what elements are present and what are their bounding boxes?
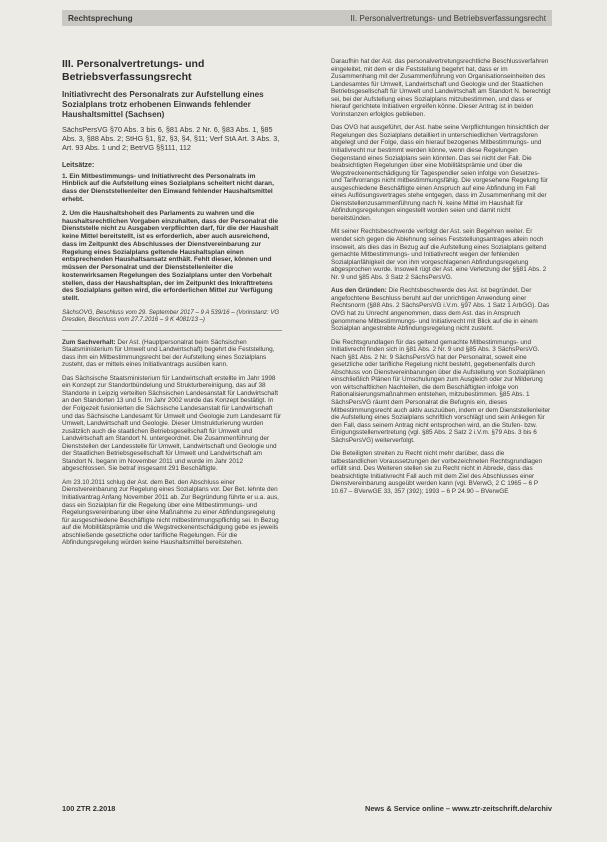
right-paragraph-1: Daraufhin hat der Ast. das personalvertretungsrechtliche Beschlussverfahren eingeleitet, mit dem er die Feststellung begehrt hat, dass er im Zusammenhang mit der Zusammenführung von Organisationseinheiten des Landesamtes für Umwelt, Landwirtschaft und Geologie und der Staatlichen Betriebsgesellschaft für Umwelt und Landwirtschaft am Standort N. berechtigt sei, bei der Aufstellung eines Sozialplans mitzubestimmen, und dass er hierauf gerichtete Initiativen ergreifen könne. Dieser Antrag ist in beiden Vorinstanzen erfolglos geblieben.: [331, 58, 551, 118]
chapter-label: II. Personalvertretungs- und Betriebsverfassungsrecht: [350, 13, 546, 23]
lead-label: Leitsätze:: [62, 162, 95, 170]
running-header: [62, 10, 552, 26]
sachverhalt-label: Zum Sachverhalt:: [62, 338, 116, 346]
page-number-issue: 100 ZTR 2.2018: [62, 804, 116, 813]
sachverhalt-paragraph-2: Das Sächsische Staatsministerium für Landwirtschaft erstellte im Jahr 1998 ein Konzept zur Standortbündelung und Strukturbereinigung, das auf 38 Standorte in Leipzig verteilten Sächsischen Landesanstalt für Landwirtschaft an den Standorten 13 und 5. Im Jahr 2002 wurde das Konzept bestätigt. In der Folgezeit fusionierten die Sächsische Landesanstalt für Landwirtschaft und das Sächsische Landesamt für Umwelt und Geologie zum Landesamt für Umwelt, Landwirtschaft und Geologie. Dieser Umstrukturierung wurden zusätzlich auch die staatlichen Betriebsgesellschaft für Umwelt und Landwirtschaft am Standort N. untergeordnet. Die Zusammenführung der Dienststellen der Landesstelle für Umwelt, Landwirtschaft und Geologie und der Staatlichen Betriebsgesellschaft für Umwelt und Landwirtschaft am Standort N. begann im November 2011 und wurde im Jahr 2012 abgeschlossen. Sie betraf insgesamt 291 Beschäftigte.: [62, 374, 282, 473]
norm-references: SächsPersVG §70 Abs. 3 bis 6, §81 Abs. 2 Nr. 6, §83 Abs. 1, §85 Abs. 3, §88 Abs. 2; StHG §1, §2, §3, §4, §11; Verf StA Art. 3 Abs. 3, Art. 93 Abs. 1 und 2; BetrVG §§111, 112: [62, 124, 280, 152]
lead-1: 1. Ein Mitbestimmungs- und Initiativrecht des Personalrats im Hinblick auf die Aufstellung eines Sozialplans scheitert nicht daran, dass der Dienststellenleiter den Einwand fehlender Haushaltsmittel erhebt.: [62, 172, 274, 203]
page-footer: [62, 804, 552, 813]
sachverhalt-paragraph-3: Am 23.10.2011 schlug der Ast. dem Bet. den Abschluss einer Dienstvereinbarung zur Regelung eines Sozialplans vor. Der Bet. lehnte den Initiativantrag Anfang November 2011 ab. Zur Begründung führte er u.a. aus, dass ein Sozialplan für die Regelung über eine Mitbestimmungs- und Regelungsvereinbarung über eine Maßnahme zu einer Abfindungsregelung für ausgeschiedene Beschäftigte nicht mitbestimmungspflichtig sei. In Bezug auf die Mobilitätsprämie und die Wegstreckenentschädigung gebe es jeweils abschließende gesetzliche oder tarifliche Regelungen. Für die Abfindungsregelung würden keine Haushaltsmittel bereitstehen.: [62, 478, 279, 547]
gruende-label: Aus den Gründen:: [331, 287, 387, 295]
sachverhalt-text-1: Der Ast. (Hauptpersonalrat beim Sächsischen Staatsministerium für Umwelt und Landwirtschaft) begehrt die Feststellung, dass ihm ein Mitbestimmungsrecht bei der Aufstellung eines Sozialplans zusteht, das er mittels eines Initiativantrags ausüben kann.: [62, 338, 275, 369]
right-paragraph-2: Das OVG hat ausgeführt, der Ast. habe seine Verpflichtungen hinsichtlich der Regelungen des Sozialplans detailliert in unterschiedlichen Vertragsforen abgelegt und der Folge, dass ein hierauf bezogenes Mitbestimmungs- und Initiativrecht nur bestimmt werden könne, wenn diese Regelungen Gegenstand eines Sozialplans sein könnten. Das sei nicht der Fall. Die beabsichtigten Regelungen über eine Mobilitätsprämie und über die Wegstreckenentschädigung für Tagespendler seien infolge von Gesetzes- und Tarifvorrangs nicht mitbestimmungsfähig. Die vorgesehene Regelung für ausgeschiedene Beschäftigte einen Anspruch auf eine Abfindung im Fall eines Auflösungsvertrages stehe entgegen, dass im Zusammenhang mit der Dienststellenzusammenführung nach N. keine Mittel im Haushalt für Abfindungsregelungen eingestellt worden seien und damit nicht bereitstünden.: [331, 124, 550, 222]
lead-2: 2. Um die Haushaltshoheit des Parlaments zu wahren und die haushaltsrechtlichen Vorgaben einzuhalten, dass der Personalrat die Dienststelle nicht zu Ausgaben verpflichten darf, für die der Haushalt keine Mittel bereitstellt, ist es erforderlich, aber auch ausreichend, dass im Zeitpunkt des Abschlusses der Dienstvereinbarung zur Regelung eines Sozialplans geltende Haushaltsplan einen entsprechenden Haushaltsansatz enthält. Fehlt dieser, können und müssen der Personalrat und der Dienststellenleiter die kostenwirksamen Regelungen des Sozialplans unter den Vorbehalt stellen, dass der Haushaltsplan, der im Zeitpunkt des Inkrafttretens des Sozialplans gelten wird, die erforderlichen Mittel zur Verfügung stellt.: [62, 209, 279, 303]
section-label: Rechtsprechung: [68, 13, 133, 23]
decision-citation: SächsOVG, Beschluss vom 29. September 2017 – 9 A 539/16 – (Vorinstanz: VG Dresden, Beschluss vom 27.7.2016 – 9 K 4081/13 –): [62, 309, 282, 331]
online-archive-note: News & Service online – www.ztr-zeitschrift.de/archiv: [364, 804, 552, 813]
right-paragraph-5: Die Rechtsgrundlagen für das geltend gemachte Mitbestimmungs- und Initiativrecht finden sich in §81 Abs. 2 Nr. 9 und §85 Abs. 3 SächsPersVG. Nach §81 Abs. 2 Nr. 9 SächsPersVG hat der Personalrat, soweit eine gesetzliche oder tarifliche Regelung nicht besteht, gegebenenfalls durch Abschluss von Dienstvereinbarungen über die Aufstellung von Sozialplänen einschließlich Plänen für Umschulungen zum Ausgleich oder zur Milderung von wirtschaftlichen Nachteilen, die dem Beschäftigten infolge von Rationalisierungsmaßnahmen entstehen, mitzubestimmen. §85 Abs. 1 SächsPersVG räumt dem Personalrat die Befugnis ein, dieses Mitbestimmungsrecht auch aktiv auszuüben, indem er dem Dienststellenleiter die Aufstellung eines Sozialplans schriftlich vorschlägt und sein Anliegen für den Fall, dass seinem Antrag nicht entsprochen wird, an die Stufen- bzw. Einigungsstellenvertretung (vgl. §85 Abs. 2 Satz 2 i.V.m. §79 Abs. 3 bis 6 SächsPersVG) weiterverfolgt.: [331, 338, 551, 444]
left-column: [62, 58, 282, 553]
gruende-text: Die Rechtsbeschwerde des Ast. ist begründet. Der angefochtene Beschluss beruht auf der unrichtigen Anwendung einer Rechtsnorm (§88 Abs. 2 SächsPersVG i.V.m. §97 Abs. 1 Satz 1 ArbGG). Das OVG hat zu Unrecht angenommen, dass dem Ast. das in Anspruch genommene Mitbestimmungs- und Initiativrecht mit Blick auf die in einem Sozialplan angestrebte Abfindungsregelung nicht zusteht.: [331, 287, 550, 333]
gruende-paragraph: [331, 287, 551, 332]
right-paragraph-6: Die Beteiligten streiten zu Recht nicht mehr darüber, dass die tatbestandlichen Voraussetzungen der vorbezeichneten Rechtsgrundlagen erfüllt sind. Des Weiteren stellen sie zu Recht nicht in Abrede, dass das beabsichtigte Initiativrecht Fall auch mit dem Ziel des Abschlusses einer Dienstvereinbarung ausgeübt werden kann (vgl. BVerwG, 2 C 1965 – 6 P 10.67 – BVerwGE 33, 357 (392); 1993 – 6 P 24.90 – BVerwGE: [331, 450, 543, 495]
right-paragraph-3: Mit seiner Rechtsbeschwerde verfolgt der Ast. sein Begehren weiter. Er wendet sich gegen die Ablehnung seines Feststellungsantrages allein noch insoweit, als dies das in Bezug auf die Aufstellung eines Sozialplans geltend gemachte Mitbestimmungs- und Initiativrecht wegen der fehlenden Sozialplanfähigkeit der von ihm vorgeschlagenen Abfindungsregelung abgesprochen wurde. Insoweit rügt der Ast. eine Verletzung der §§81 Abs. 2 Nr. 9 und §85 Abs. 3 Satz 2 SächsPersVG.: [331, 228, 547, 281]
case-title: Initiativrecht des Personalrats zur Aufstellung eines Sozialplans trotz erhobenen Einwands fehlender Haushaltsmittel (Sachsen): [62, 90, 264, 119]
chapter-title: III. Personalvertretungs- und Betriebsverfassungsrecht: [62, 58, 205, 84]
right-column: [331, 58, 551, 502]
sachverhalt-paragraph-1: [62, 339, 282, 369]
